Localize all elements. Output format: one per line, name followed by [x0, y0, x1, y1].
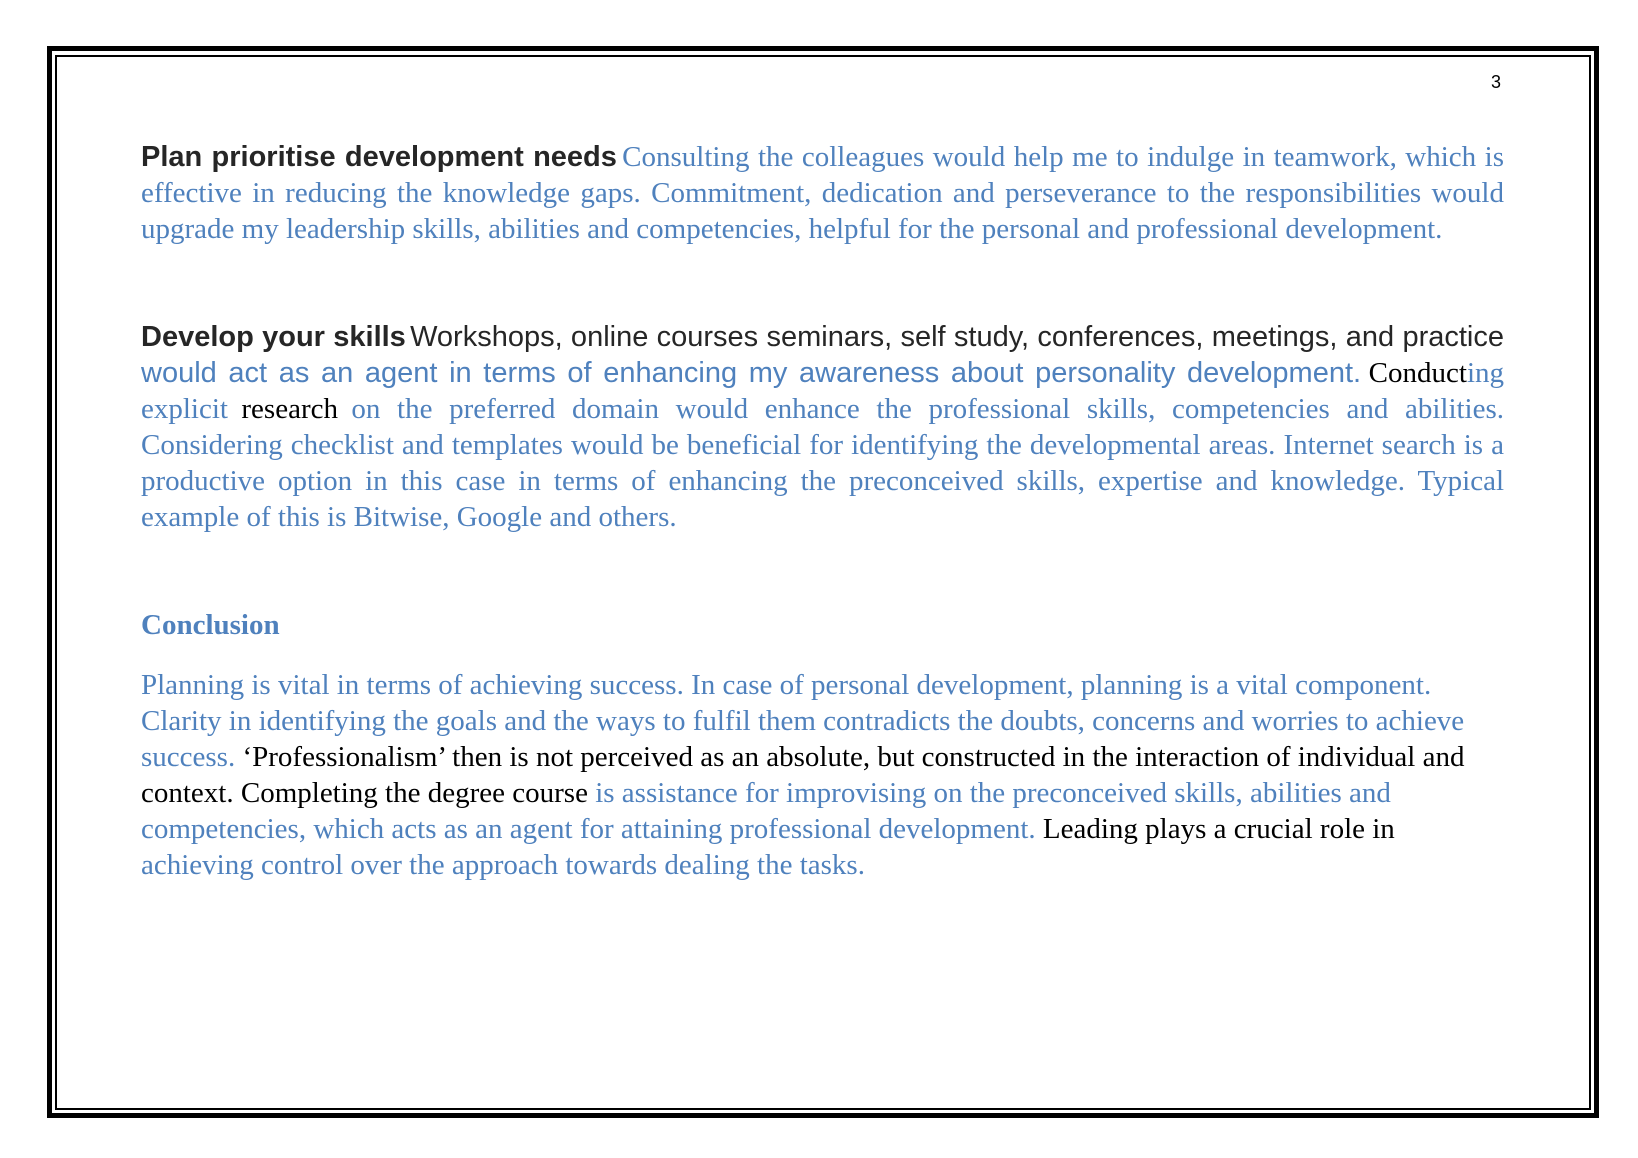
develop-text-3: Conduct — [1368, 357, 1467, 389]
conclusion-text-2: ‘Professionalism’ then is not perceived as an absolute, but constructed in the interaction of individual and context. Completing the degree course — [141, 741, 1465, 809]
develop-text-5: research — [241, 393, 338, 425]
page-number: 3 — [1491, 72, 1502, 92]
conclusion-paragraph — [141, 667, 1504, 883]
conclusion-text-3: is assistance for improvising on the preconceived skills, abilities and competencies, which acts as an agent for attaining professional development. — [141, 777, 1391, 845]
develop-text-2: would act as an agent in terms of enhancing my awareness about personality development. — [141, 357, 1362, 389]
develop-paragraph — [141, 319, 1504, 535]
conclusion-text-5: achieving control over the approach towards dealing the tasks. — [141, 849, 865, 881]
develop-text-4: ing explicit — [141, 357, 1504, 425]
conclusion-text-4: Leading plays a crucial role in — [1042, 813, 1395, 845]
develop-text-6: on the preferred domain would enhance the professional skills, competencies and abilities. Considering checklist and templates would be beneficial for identifying the developmental areas. Internet search is a productive option in this case in terms of enhancing the preconceived skills, expertise and knowledge. Typical example of this is Bitwise, Google and others. — [141, 393, 1505, 533]
conclusion-heading: Conclusion — [141, 609, 280, 641]
develop-heading: Develop your skills — [141, 321, 406, 353]
plan-heading: Plan prioritise development needs — [141, 141, 617, 173]
document-body — [141, 139, 1504, 883]
plan-text: Consulting the colleagues would help me to indulge in teamwork, which is effective in reducing the knowledge gaps. Commitment, dedication and perseverance to the responsibilities would upgrade my leadership skills, abilities and competencies, helpful for the personal and professional development. — [141, 141, 1505, 245]
plan-paragraph — [141, 139, 1504, 247]
conclusion-text-1: Planning is vital in terms of achieving success. In case of personal development, planning is a vital component. Clarity in identifying the goals and the ways to fulfil them contradicts the doubts, concerns and worries to achieve success. — [141, 669, 1465, 773]
develop-text-1: Workshops, online courses seminars, self study, conferences, meetings, and practice — [410, 321, 1505, 353]
